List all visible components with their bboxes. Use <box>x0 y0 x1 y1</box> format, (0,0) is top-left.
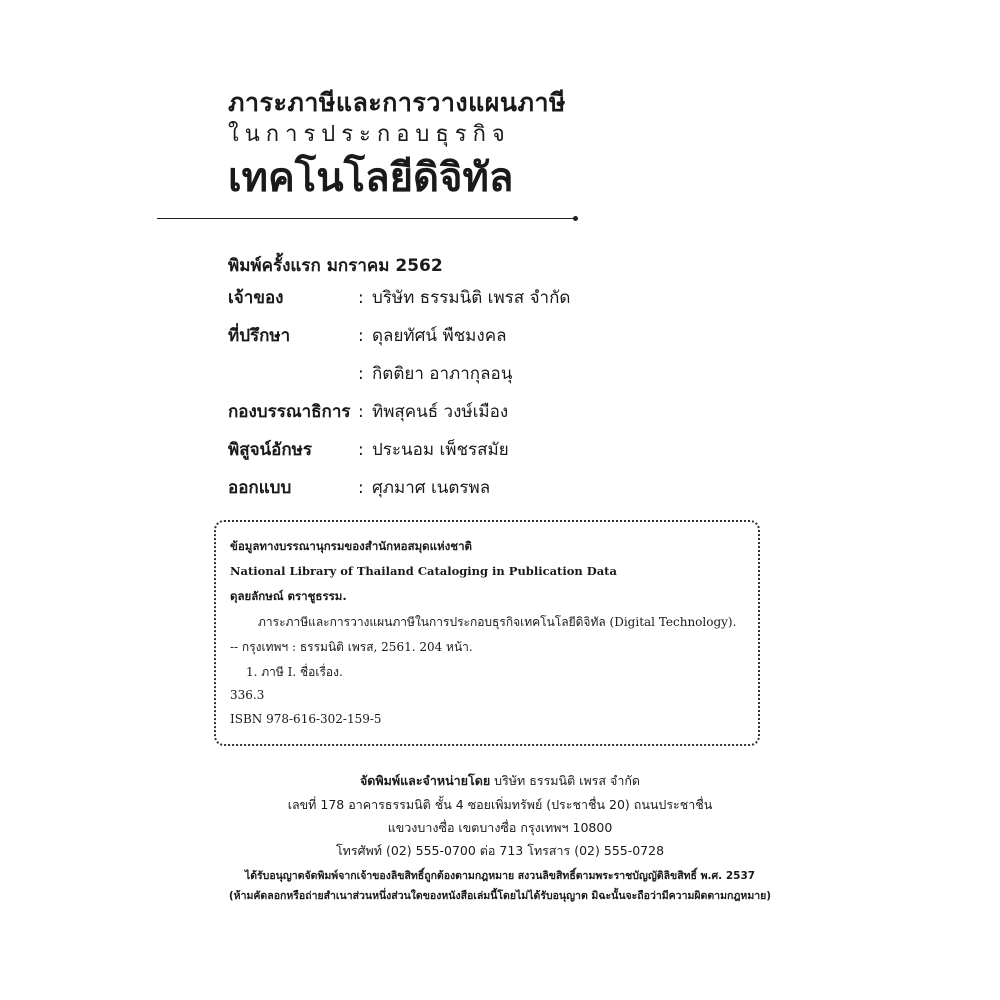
publisher-lead: จัดพิมพ์และจำหน่ายโดย <box>359 773 491 788</box>
credit-value: ดุลยทัศน์ พืชมงคล <box>372 326 507 346</box>
cip-title: ภาระภาษีและการวางแผนภาษีในการประกอบธุรกิจเทคโนโลยีดิจิทัล (Digital Technology). <box>258 615 737 629</box>
divider-dot <box>573 216 578 221</box>
title-line-1: ภาระภาษีและการวางแผนภาษี <box>228 88 566 117</box>
title-divider <box>157 218 575 219</box>
publisher-address-1: เลขที่ 178 อาคารธรรมนิติ ชั้น 4 ซอยเพิ่มทรัพย์ (ประชาชื่น 20) ถนนประชาชื่น <box>287 797 713 812</box>
credit-colon: : <box>358 288 364 308</box>
credit-value: ทิพสุคนธ์ วงษ์เมือง <box>372 402 509 422</box>
cip-box <box>214 520 760 746</box>
cip-isbn: ISBN 978-616-302-159-5 <box>230 712 382 726</box>
title-line-3: เทคโนโลยีดิจิทัล <box>228 155 514 201</box>
credit-value: ประนอม เพ็ชรสมัย <box>372 440 509 460</box>
book-title <box>228 88 566 204</box>
publisher-contact: โทรศัพท์ (02) 555-0700 ต่อ 713 โทรสาร (02) 555-0728 <box>335 843 665 858</box>
credit-label: พิสูจน์อักษร <box>228 440 313 460</box>
credit-colon: : <box>358 478 364 498</box>
credit-label: ที่ปรึกษา <box>228 326 291 346</box>
cip-imprint: -- กรุงเทพฯ : ธรรมนิติ เพรส, 2561. 204 หน้า. <box>230 640 473 654</box>
credit-colon: : <box>358 402 364 422</box>
credit-value: บริษัท ธรรมนิติ เพรส จำกัด <box>372 288 571 308</box>
credit-value: ศุภมาศ เนตรพล <box>372 478 491 498</box>
copyright-warning: (ห้ามคัดลอกหรือถ่ายสำเนาส่วนหนึ่งส่วนใดของหนังสือเล่มนี้โดยไม่ได้รับอนุญาต มิฉะนั้นจะถือว่ามีความผิดตามกฎหมาย) <box>228 890 772 902</box>
credit-colon: : <box>358 440 364 460</box>
credit-value: กิตติยา อาภากุลอนุ <box>372 364 513 384</box>
credit-label: กองบรรณาธิการ <box>228 402 351 422</box>
copyright-notice: ได้รับอนุญาตจัดพิมพ์จากเจ้าของลิขสิทธิ์ถูกต้องตามกฎหมาย สงวนลิขสิทธิ์ตามพระราชบัญญัติลิขสิทธิ์ พ.ศ. 2537 <box>244 870 756 882</box>
edition-info: พิมพ์ครั้งแรก มกราคม 2562 <box>228 256 443 276</box>
title-line-2: ในการประกอบธุรกิจ <box>228 122 511 147</box>
publisher-line <box>0 771 1000 791</box>
cip-author: ดุลยลักษณ์ ตราชูธรรม. <box>230 589 347 603</box>
cip-subjects: 1. ภาษี I. ชื่อเรื่อง. <box>246 665 343 679</box>
credit-label: เจ้าของ <box>228 288 284 308</box>
cip-heading-thai: ข้อมูลทางบรรณานุกรมของสำนักหอสมุดแห่งชาติ <box>230 539 472 553</box>
credit-label: ออกแบบ <box>228 478 292 498</box>
cip-classification: 336.3 <box>230 688 265 702</box>
cip-heading-english: National Library of Thailand Cataloging in Publication Data <box>230 564 617 578</box>
publisher-address-2: แขวงบางซื่อ เขตบางซื่อ กรุงเทพฯ 10800 <box>387 820 613 835</box>
credit-colon: : <box>358 364 364 384</box>
publisher-name: บริษัท ธรรมนิติ เพรส จำกัด <box>494 773 641 788</box>
credit-colon: : <box>358 326 364 346</box>
